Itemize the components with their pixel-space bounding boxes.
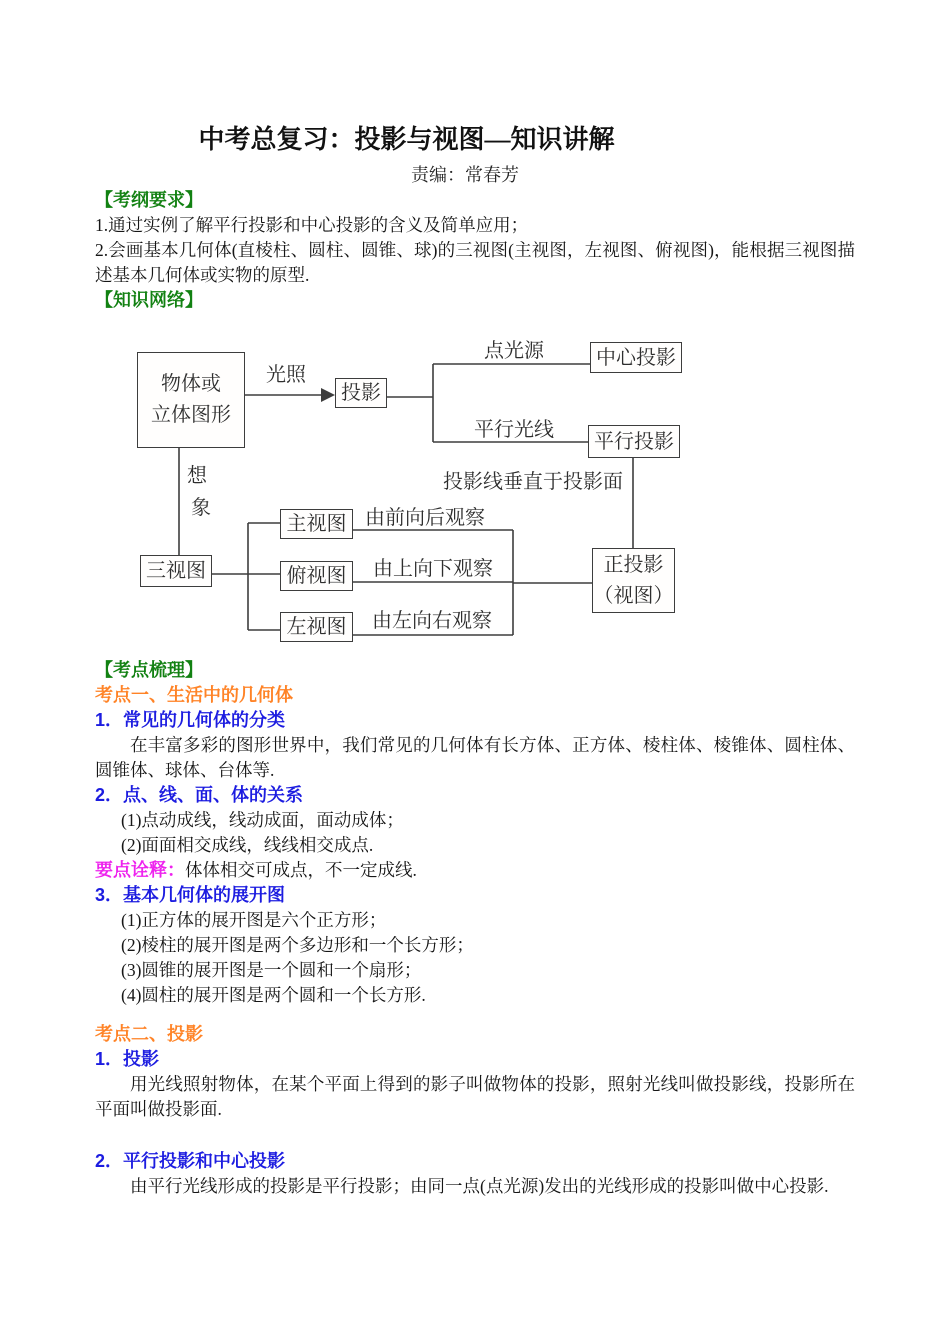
diagram-node-ortho-line1: 正投影 <box>603 553 664 576</box>
key-note-label: 要点诠释： <box>95 860 185 880</box>
diagram-node-object-line1: 物体或 <box>161 373 221 395</box>
edge-label-point-source: 点光源 <box>484 340 544 362</box>
topic2-sub1-heading: 1．投影 <box>95 1049 160 1069</box>
diagram-node-left-view: 左视图 <box>280 612 353 642</box>
knowledge-network-diagram <box>0 331 950 658</box>
section-header-network: 【知识网络】 <box>95 290 203 310</box>
section-header-outline: 【考纲要求】 <box>95 190 203 210</box>
edge-label-left-note: 由左向右观察 <box>372 610 492 632</box>
topic1-sub3-item-3: (3)圆锥的展开图是一个圆和一个扇形； <box>121 960 422 980</box>
topic1-sub2-item-2: (2)面面相交成线，线线相交成点. <box>121 835 374 855</box>
page-title: 中考总复习：投影与视图—知识讲解 <box>198 125 615 154</box>
diagram-node-central-projection: 中心投影 <box>590 342 682 373</box>
topic2-heading: 考点二、投影 <box>95 1024 203 1044</box>
edge-label-parallel-rays: 平行光线 <box>474 419 554 441</box>
topic1-sub3-item-2: (2)棱柱的展开图是两个多边形和一个长方形； <box>121 935 474 955</box>
topic1-heading: 考点一、生活中的几何体 <box>95 685 293 705</box>
edge-label-imagine-2: 象 <box>191 497 211 519</box>
diagram-node-three-views: 三视图 <box>140 555 212 587</box>
edge-label-front-note: 由前向后观察 <box>365 507 485 529</box>
edge-label-light: 光照 <box>266 364 306 386</box>
topic1-sub1-text: 在丰富多彩的图形世界中，我们常见的几何体有长方体、正方体、棱柱体、棱锥体、圆柱体、圆锥体、球体、台体等. <box>95 735 855 780</box>
outline-item-2: 2.会画基本几何体(直棱柱、圆柱、圆锥、球)的三视图(主视图，左视图、俯视图)，能根据三视图描述基本几何体或实物的原型. <box>95 240 855 285</box>
topic1-sub2-heading: 2．点、线、面、体的关系 <box>95 785 304 805</box>
byline: 责编：常春芳 <box>411 165 519 185</box>
topic2-sub1-text: 用光线照射物体，在某个平面上得到的影子叫做物体的投影，照射光线叫做投影线，投影所在平面叫做投影面. <box>95 1074 855 1119</box>
topic1-sub2-item-1: (1)点动成线，线动成面，面动成体； <box>121 810 404 830</box>
diagram-node-projection: 投影 <box>335 378 387 408</box>
topic1-sub1-heading: 1．常见的几何体的分类 <box>95 710 286 730</box>
topic1-sub3-item-4: (4)圆柱的展开图是两个圆和一个长方形. <box>121 985 426 1005</box>
edge-label-imagine-1: 想 <box>187 465 207 487</box>
diagram-node-object <box>137 352 245 448</box>
diagram-node-top-view: 俯视图 <box>280 561 353 591</box>
topic1-sub3-heading: 3．基本几何体的展开图 <box>95 885 286 905</box>
arrowhead-icon <box>321 388 335 402</box>
diagram-node-front-view: 主视图 <box>280 509 353 539</box>
diagram-node-ortho-line2: （视图） <box>593 584 674 607</box>
section-header-review: 【考点梳理】 <box>95 660 203 680</box>
topic2-sub2-text: 由平行光线形成的投影是平行投影；由同一点(点光源)发出的光线形成的投影叫做中心投影. <box>130 1176 829 1196</box>
diagram-node-object-line2: 立体图形 <box>151 404 231 426</box>
outline-item-1: 1.通过实例了解平行投影和中心投影的含义及简单应用； <box>95 215 529 235</box>
diagram-node-ortho-projection <box>592 548 675 613</box>
edge-label-top-note: 由上向下观察 <box>373 558 493 580</box>
key-note-line <box>95 858 855 883</box>
edge-label-perpendicular: 投影线垂直于投影面 <box>443 471 623 493</box>
diagram-node-parallel-projection: 平行投影 <box>588 425 680 458</box>
key-note-text: 体体相交可成点，不一定成线. <box>185 860 417 880</box>
topic1-sub3-item-1: (1)正方体的展开图是六个正方形； <box>121 910 387 930</box>
topic2-sub2-heading: 2．平行投影和中心投影 <box>95 1151 286 1171</box>
